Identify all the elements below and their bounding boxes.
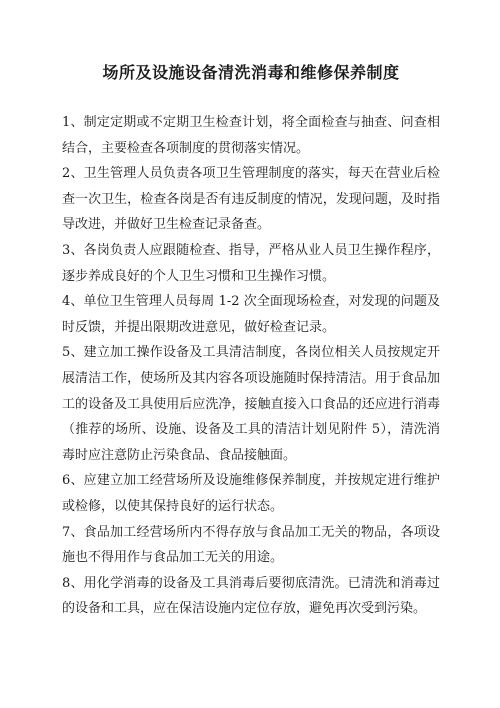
regulation-item-5: 5、建立加工操作设备及工具清洁制度，各岗位相关人员按规定开展清洁工作，使场所及其内容各项设施随时保持清洁。用于食品加工的设备及工具使用后应洗净，接触直接入口食品的还应进行消毒（推荐的场所、设施、设备及工具的清洁计划见附件 5），清洗消毒时应注意防止污染食品、食品接触面。	[62, 345, 440, 463]
regulation-item-7: 7、食品加工经营场所内不得存放与食品加工无关的物品，各项设施也不得用作与食品加工无关的用途。	[62, 524, 440, 566]
regulation-item-4: 4、单位卫生管理人员每周 1-2 次全面现场检查，对发现的问题及时反馈，并提出限期改进意见，做好检查记录。	[62, 294, 440, 335]
regulation-item-8: 8、用化学消毒的设备及工具消毒后要彻底清洗。已清洗和消毒过的设备和工具，应在保洁设施内定位存放，避免再次受到污染。	[62, 575, 440, 617]
regulation-item-1: 1、制定定期或不定期卫生检查计划，将全面检查与抽查、问查相结合，主要检查各项制度的贯彻落实情况。	[62, 115, 440, 156]
regulation-item-3: 3、各岗负责人应跟随检查、指导，严格从业人员卫生操作程序，逐步养成良好的个人卫生习惯和卫生操作习惯。	[62, 242, 440, 284]
regulation-item-6: 6、应建立加工经营场所及设施维修保养制度，并按规定进行维护或检修，以使其保持良好的运行状态。	[62, 473, 440, 514]
document-title: 场所及设施设备清洗消毒和维修保养制度	[102, 63, 400, 82]
regulation-item-2: 2、卫生管理人员负责各项卫生管理制度的落实，每天在营业后检查一次卫生，检查各岗是否有违反制度的情况，发现问题，及时指导改进，并做好卫生检查记录备查。	[62, 166, 440, 233]
regulation-list	[62, 110, 440, 622]
